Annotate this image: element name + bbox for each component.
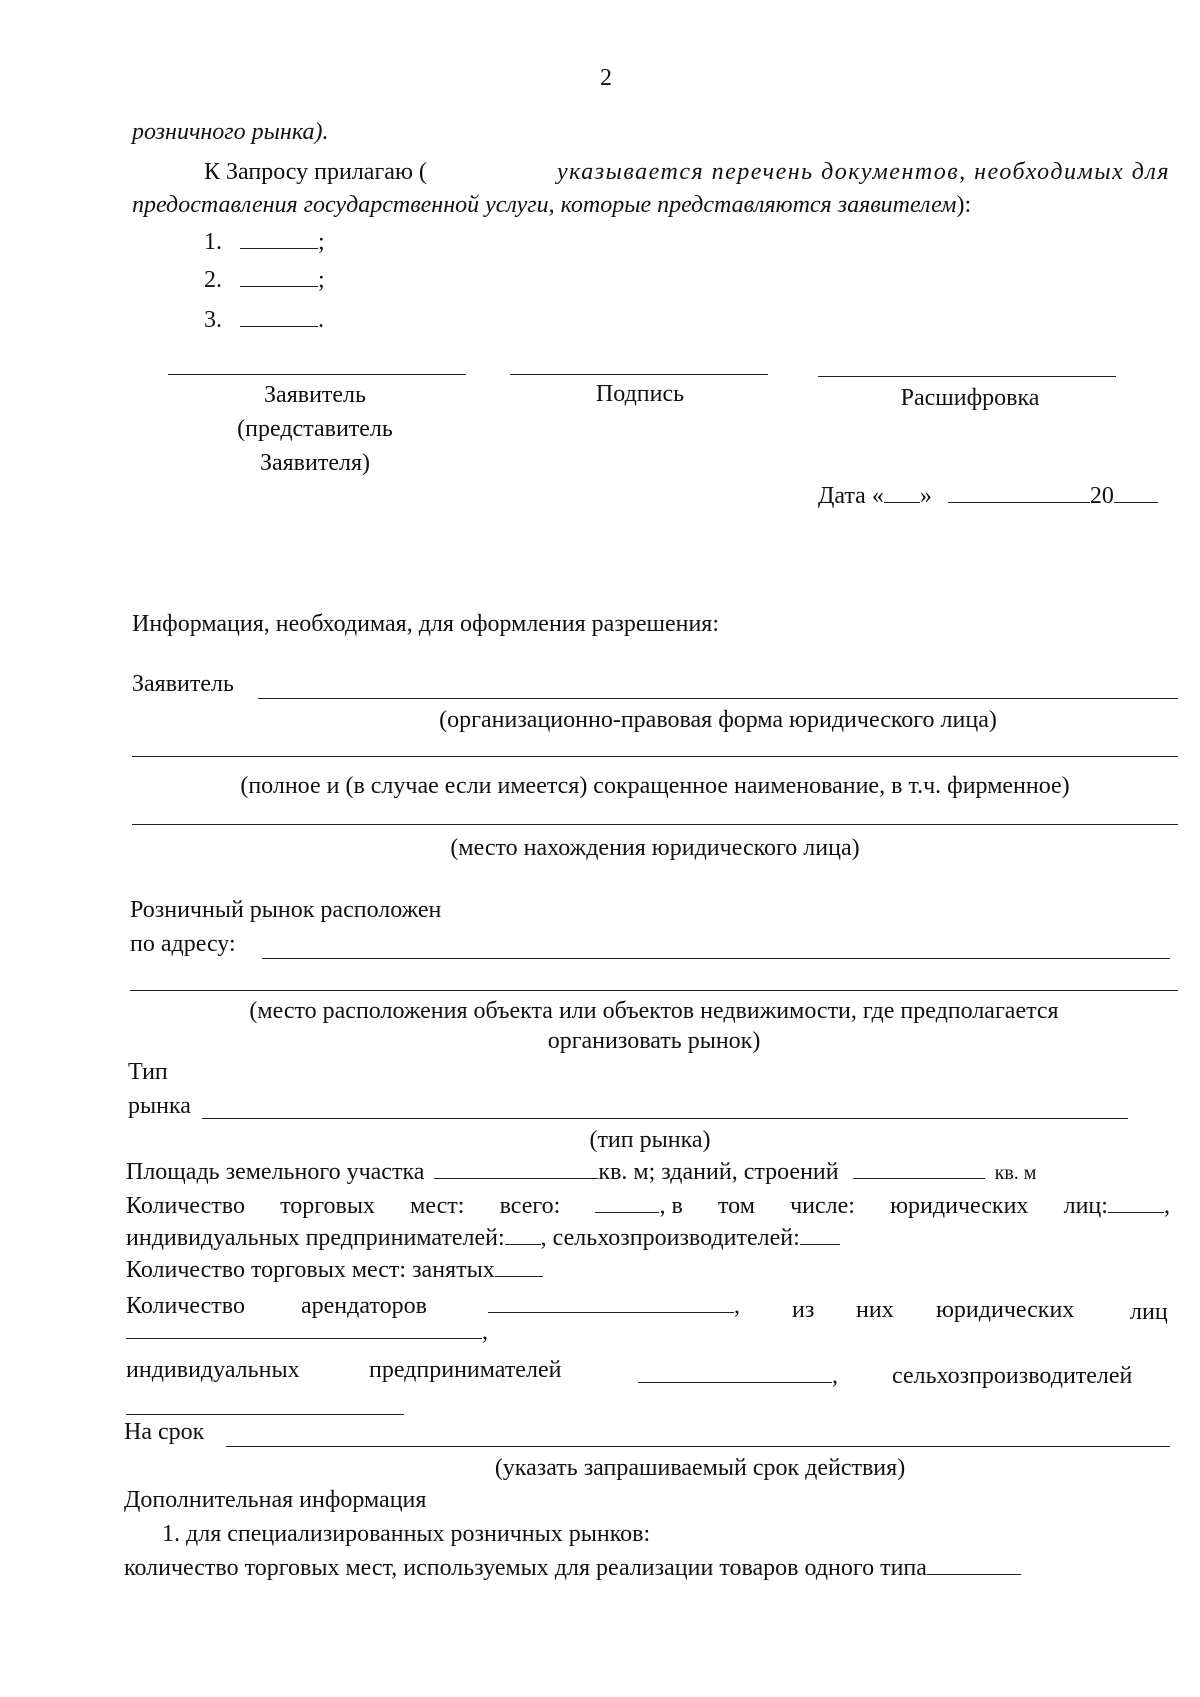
tenants-field[interactable] bbox=[488, 1311, 734, 1313]
tenants-row: Количество арендаторов , из них юридических лиц bbox=[126, 1293, 1168, 1325]
type-label: Тип bbox=[128, 1059, 168, 1085]
type-field[interactable] bbox=[202, 1118, 1128, 1119]
applicant-label: Заявитель bbox=[132, 671, 234, 697]
info-heading: Информация, необходимая, для оформления разрешения: bbox=[132, 611, 719, 637]
tenants-legal-row: , bbox=[126, 1318, 488, 1347]
spec-item: 1. для специализированных розничных рынков: bbox=[162, 1521, 651, 1547]
decode-caption: Расшифровка bbox=[900, 385, 1040, 411]
occupied-field[interactable] bbox=[495, 1275, 543, 1277]
places-legal-field[interactable] bbox=[1108, 1211, 1164, 1213]
spec-count-field[interactable] bbox=[927, 1573, 1021, 1575]
hint-location: (место нахождения юридического лица) bbox=[450, 835, 860, 861]
date-year-field[interactable] bbox=[1114, 501, 1158, 503]
blank-field[interactable] bbox=[240, 285, 318, 287]
attachment-prefix: К Запросу прилагаю ( bbox=[204, 159, 427, 185]
blank-field[interactable] bbox=[240, 247, 318, 249]
hint-term: (указать запрашиваемый срок действия) bbox=[494, 1455, 906, 1481]
continuation-text: розничного рынка). bbox=[132, 119, 329, 145]
term-field[interactable] bbox=[226, 1446, 1170, 1447]
spec-count-row: количество торговых мест, используемых для реализации товаров одного типа bbox=[124, 1554, 1021, 1583]
address-field-2[interactable] bbox=[130, 990, 1178, 991]
places-farmers-field[interactable] bbox=[800, 1243, 840, 1245]
date-day-field[interactable] bbox=[884, 501, 920, 503]
attachment-suffix: ): bbox=[956, 191, 972, 218]
date-line: Дата « » 20 bbox=[818, 482, 1158, 511]
hint-type: (тип рынка) bbox=[589, 1127, 711, 1153]
applicant-caption: Заявитель (представитель Заявителя) bbox=[237, 382, 393, 476]
list-item: 3. . bbox=[204, 307, 324, 333]
tenants-ip-field[interactable] bbox=[638, 1381, 832, 1383]
places-total-field[interactable] bbox=[595, 1211, 659, 1213]
tenants-farmers-field[interactable] bbox=[126, 1414, 404, 1415]
address-field[interactable] bbox=[262, 958, 1170, 959]
applicant-field[interactable] bbox=[258, 698, 1178, 699]
hint-legal-form: (организационно-правовая форма юридического лица) bbox=[439, 707, 997, 733]
places-total-row: Количество торговых мест: всего: , в том числе: юридических лиц: , bbox=[126, 1193, 1170, 1219]
list-item: 1. ; bbox=[204, 229, 325, 255]
hint-name: (полное и (в случае если имеется) сокращенное наименование, в т.ч. фирменное) bbox=[240, 773, 1070, 799]
date-month-field[interactable] bbox=[948, 501, 1090, 503]
land-area-field[interactable] bbox=[434, 1177, 598, 1179]
places-ip-field[interactable] bbox=[505, 1243, 541, 1245]
address-label: по адресу: bbox=[130, 931, 236, 957]
attachment-italic-2: предоставления государственной услуги, которые представляются заявителем bbox=[132, 191, 957, 218]
applicant-signature-line[interactable] bbox=[168, 374, 466, 375]
hint-place: (место расположения объекта или объектов недвижимости, где предполагается организовать рынок) bbox=[249, 998, 1059, 1054]
places-ip-row: индивидуальных предпринимателей: , сельхозпроизводителей: bbox=[126, 1224, 840, 1253]
page-number: 2 bbox=[600, 65, 612, 91]
area-row: Площадь земельного участка кв. м; зданий, строений кв. м bbox=[126, 1159, 1037, 1185]
list-item: 2. ; bbox=[204, 267, 325, 293]
term-label: На срок bbox=[124, 1419, 205, 1445]
additional-heading: Дополнительная информация bbox=[124, 1487, 427, 1513]
building-area-field[interactable] bbox=[853, 1177, 985, 1179]
attachment-paragraph bbox=[132, 158, 1170, 220]
blank-field[interactable] bbox=[240, 325, 318, 327]
type-label-2: рынка bbox=[128, 1093, 191, 1119]
tenants-ip-row: индивидуальных предпринимателей , сельхозпроизводителей bbox=[126, 1357, 1133, 1389]
attachment-italic-1: указывается перечень документов, необходимых для bbox=[557, 159, 1170, 185]
market-located-text: Розничный рынок расположен bbox=[130, 897, 442, 923]
tenants-legal-field[interactable] bbox=[126, 1337, 482, 1339]
occupied-row: Количество торговых мест: занятых bbox=[126, 1256, 543, 1285]
location-field[interactable] bbox=[132, 824, 1178, 825]
name-field[interactable] bbox=[132, 756, 1178, 757]
sign-line[interactable] bbox=[510, 374, 768, 375]
decode-line[interactable] bbox=[818, 376, 1116, 377]
sign-caption: Подпись bbox=[595, 381, 685, 407]
